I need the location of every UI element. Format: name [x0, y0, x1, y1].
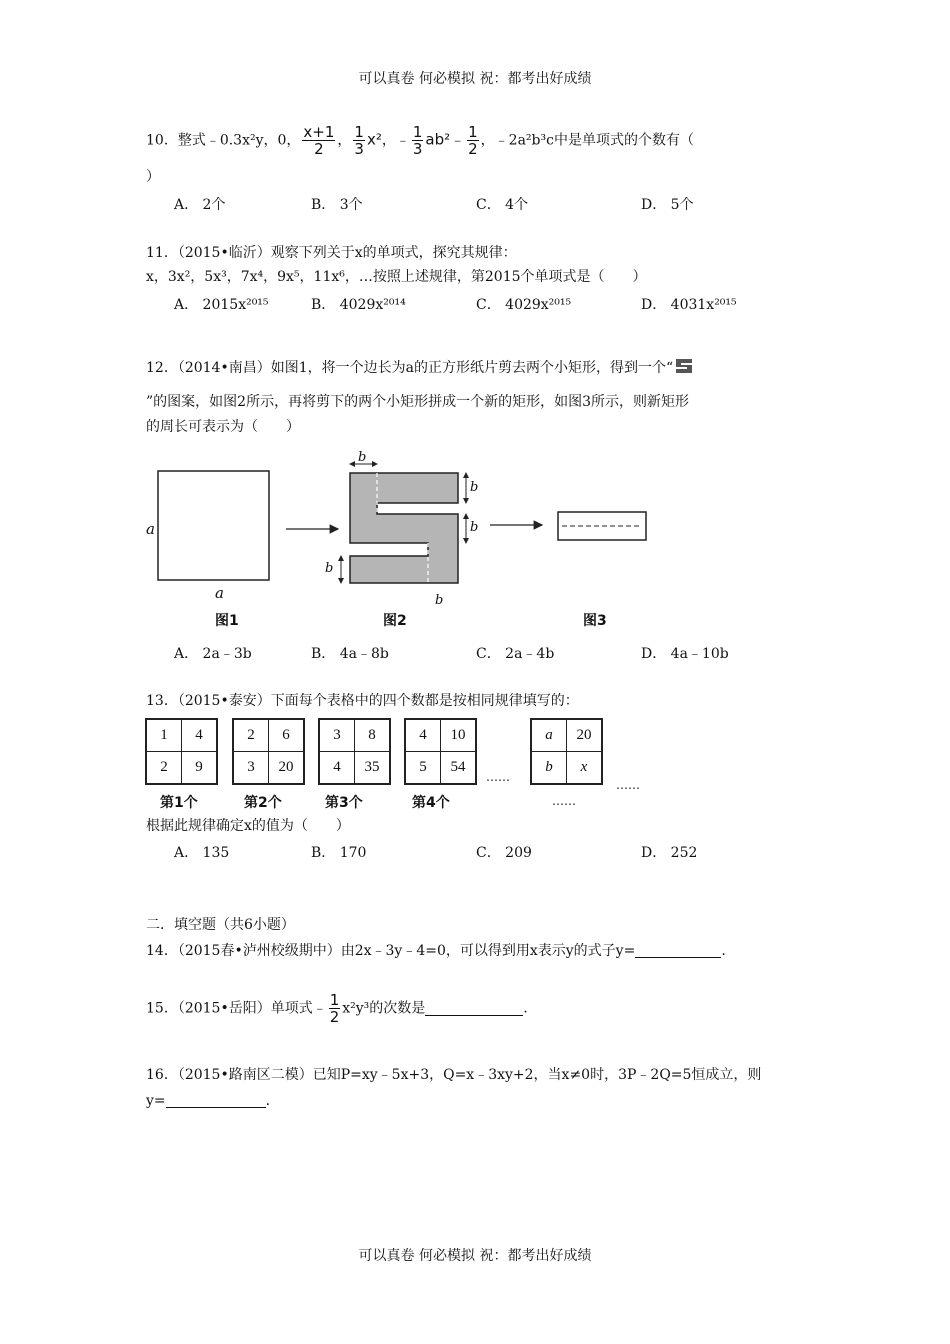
q13-option-d: D． 252 [641, 845, 698, 861]
q13-dots-1: …… [486, 770, 510, 784]
q13-grid-4-label: 第4个 [412, 795, 450, 811]
page-footer: 可以真卷 何必模拟 祝：都考出好成绩 [358, 1248, 592, 1264]
q10-prefix: 10．整式﹣0.3x²y，0， [146, 132, 301, 149]
q12-figures [140, 448, 660, 588]
q16-line1: 16．（2015•路南区二模）已知P=xy﹣5x+3，Q=x﹣3xy+2，当x≠0时，3P﹣2Q=5恒成立，则 [146, 1067, 762, 1083]
q10-fraction-3: $\frac{1}{3}$ [412, 123, 423, 158]
q11-option-c: C． 4029x²⁰¹⁵ [476, 297, 572, 313]
q13-grid-2-label: 第2个 [244, 795, 282, 811]
question-15: 15．（2015•岳阳）单项式﹣ $\frac{1}{2}$ x²y³的次数是 . [146, 991, 528, 1026]
question-10: 10．整式﹣0.3x²y，0， $\frac{x+1}{2}$ ， $\frac{1}{3}$ x²，﹣ $\frac{1}{3}$ ab²﹣ $\frac{1}{2}$ ，﹣2a²b³c中是单项式的个数有（ [146, 123, 694, 158]
fig1-label-a-left: a [146, 520, 155, 538]
grid-cell: 6 [269, 719, 305, 752]
fig1-caption: 图1 [215, 613, 239, 629]
grid-cell: 35 [355, 752, 391, 785]
grid-cell: b [531, 752, 567, 785]
s-shape-icon [675, 358, 693, 374]
q13-option-a: A． 135 [174, 845, 230, 861]
q12-option-c: C． 2a﹣4b [476, 646, 555, 662]
q11-option-a: A． 2015x²⁰¹⁵ [174, 297, 269, 313]
q10-option-c: C． 4个 [476, 197, 529, 213]
q13-grid-3 [318, 718, 391, 785]
q14-blank[interactable] [635, 943, 721, 958]
q13-grid-5 [530, 718, 603, 785]
q11-option-d: D． 4031x²⁰¹⁵ [641, 297, 737, 313]
q13-grid-3-label: 第3个 [325, 795, 363, 811]
q10-option-b: B． 3个 [311, 197, 363, 213]
fig2-label-b-right1: b [470, 480, 479, 495]
q13-dots-2: …… [616, 778, 640, 792]
q11-line2: x，3x²，5x³，7x⁴，9x⁵，11x⁶，…按照上述规律，第2015个单项式是（ ） [146, 269, 647, 285]
grid-cell: 4 [405, 719, 441, 752]
q12-option-d: D． 4a﹣10b [641, 646, 729, 662]
q13-grid-1 [145, 718, 218, 785]
q13-option-c: C． 209 [476, 845, 532, 861]
grid-cell: 20 [269, 752, 305, 785]
fig2-label-b-bottom: b [435, 593, 444, 608]
fig2-s-shape [350, 473, 458, 583]
grid-cell: 20 [567, 719, 603, 752]
q10-cont: ） [146, 169, 160, 185]
page-header: 可以真卷 何必模拟 祝：都考出好成绩 [358, 71, 592, 87]
q10-fraction-2: $\frac{1}{3}$ [354, 123, 364, 158]
fig2-label-b-left: b [325, 561, 334, 576]
grid-cell: 4 [319, 752, 355, 785]
grid-cell: x [567, 752, 603, 785]
grid-cell: 8 [355, 719, 391, 752]
q13-grid-4 [404, 718, 477, 785]
grid-cell: 3 [319, 719, 355, 752]
grid-cell: 3 [233, 752, 269, 785]
fig2-label-b-right2: b [470, 520, 479, 535]
q10-option-d: D． 5个 [641, 197, 694, 213]
fig1-label-a-bottom: a [215, 584, 224, 602]
q12-option-b: B． 4a﹣8b [311, 646, 389, 662]
q13-grid-5-label: …… [552, 794, 576, 808]
q12-line1: 12．（2014•南昌）如图1，将一个边长为a的正方形纸片剪去两个小矩形，得到一个“ [146, 358, 693, 377]
grid-cell: 2 [233, 719, 269, 752]
grid-cell: 2 [146, 752, 182, 785]
fig1-square [158, 471, 269, 580]
fig2-caption: 图2 [383, 613, 407, 629]
q12-line2: ”的图案，如图2所示，再将剪下的两个小矩形拼成一个新的矩形，如图3所示，则新矩形 [146, 394, 689, 410]
q10-fraction-4: $\frac{1}{2}$ [468, 123, 478, 158]
grid-cell: 54 [441, 752, 477, 785]
question-14: 14．（2015春•泸州校级期中）由2x﹣3y﹣4=0，可以得到用x表示y的式子y= . [146, 943, 726, 959]
grid-cell: 4 [182, 719, 218, 752]
q13-grid-1-label: 第1个 [160, 795, 198, 811]
q13-line1: 13．（2015•泰安）下面每个表格中的四个数都是按相同规律填写的： [146, 693, 579, 709]
grid-cell: 10 [441, 719, 477, 752]
q15-blank[interactable] [425, 1001, 523, 1016]
q16-line2: y= . [146, 1093, 271, 1109]
grid-cell: 5 [405, 752, 441, 785]
q13-option-b: B． 170 [311, 845, 367, 861]
q10-option-a: A． 2个 [174, 197, 226, 213]
q16-blank[interactable] [166, 1093, 266, 1108]
q11-line1: 11．（2015•临沂）观察下列关于x的单项式，探究其规律： [146, 245, 517, 261]
q13-grid-2 [232, 718, 305, 785]
fig2-label-b-top: b [358, 450, 367, 465]
section-2-title: 二．填空题（共6小题） [146, 917, 295, 933]
grid-cell: 1 [146, 719, 182, 752]
fig3-caption: 图3 [583, 613, 607, 629]
q10-fraction-1: $\frac{x+1}{2}$ [303, 123, 335, 158]
grid-cell: a [531, 719, 567, 752]
q11-option-b: B． 4029x²⁰¹⁴ [311, 297, 406, 313]
q15-fraction: $\frac{1}{2}$ [329, 991, 340, 1026]
grid-cell: 9 [182, 752, 218, 785]
q13-line2: 根据此规律确定x的值为（ ） [146, 818, 350, 834]
q12-option-a: A． 2a﹣3b [174, 646, 252, 662]
q12-line3: 的周长可表示为（ ） [146, 419, 300, 435]
